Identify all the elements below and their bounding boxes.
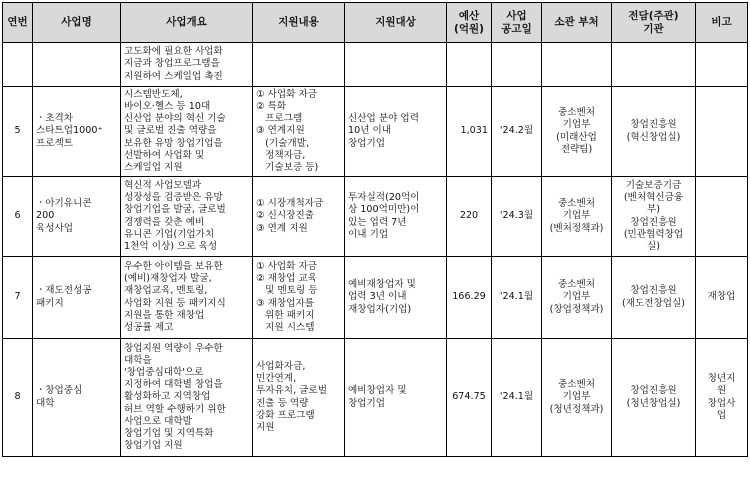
overview-line: 성장성을 검증받은 유망 bbox=[124, 192, 223, 204]
table-row bbox=[3, 257, 748, 339]
overview-line: 경쟁력을 갖춘 예비 bbox=[124, 216, 205, 228]
overview-line: '창업중심대학'으로 bbox=[124, 366, 204, 378]
table-row bbox=[3, 339, 748, 457]
row-overview bbox=[121, 339, 253, 457]
overview-line: 스케일업 지원 bbox=[124, 162, 183, 173]
overview-line: 선발하여 사업화 및 bbox=[124, 149, 205, 161]
support-line: 투자유치, 글로벌 bbox=[256, 385, 327, 397]
row-name: ㆍ재도전성공 패키지 bbox=[33, 257, 121, 339]
header-row bbox=[3, 3, 748, 43]
overview-line: 신산업 분야의 혁신 기술 bbox=[124, 113, 226, 125]
support-line: 기술보증 등) bbox=[256, 162, 319, 173]
row-support bbox=[253, 87, 345, 177]
row-overview bbox=[121, 87, 253, 177]
row-support bbox=[253, 177, 345, 257]
support-line: 정책자금, bbox=[256, 149, 306, 161]
row-overview bbox=[121, 257, 253, 339]
continuation-name bbox=[33, 43, 121, 87]
overview-line: 지원을 통한 재창업 bbox=[124, 309, 205, 321]
overview-line: 및 글로벌 진출 역량을 bbox=[124, 125, 217, 137]
overview-line: 시스템반도체, bbox=[124, 88, 183, 100]
overview-line: 창업기업 지원 bbox=[124, 440, 183, 452]
continuation-support bbox=[253, 43, 345, 87]
overview-line: 대학을 bbox=[124, 354, 152, 366]
continuation-overview bbox=[121, 43, 253, 87]
support-line: ① 사업화 자금 bbox=[256, 260, 318, 272]
header-announce: 사업 공고일 bbox=[492, 3, 542, 43]
overview-line: 활성화하고 지역창업 bbox=[124, 391, 211, 403]
overview-line: 재창업교육, 멘토링, bbox=[124, 285, 208, 297]
row-budget: 1,031 bbox=[447, 87, 492, 177]
continuation-budget bbox=[447, 43, 492, 87]
row-note: 재창업 bbox=[696, 257, 748, 339]
row-ministry: 중소벤처 기업부 (청년정책과) bbox=[542, 339, 612, 457]
row-announce: '24.1월 bbox=[492, 339, 542, 457]
support-line: ② 재창업 교육 bbox=[256, 273, 318, 285]
continuation-no bbox=[3, 43, 33, 87]
overview-line: 1천억 이상) 으로 육성 bbox=[124, 240, 218, 252]
row-budget: 674.75 bbox=[447, 339, 492, 457]
overview-line: 창업기업 및 지역특화 bbox=[124, 428, 214, 439]
support-line: (기술개발, bbox=[256, 137, 310, 149]
row-ministry: 중소벤처 기업부 (벤처정책과) bbox=[542, 177, 612, 257]
table-row bbox=[3, 87, 748, 177]
row-note: 청년지 원 창업사 업 bbox=[696, 339, 748, 457]
overview-line: 창업지원 역량이 우수한 bbox=[124, 342, 223, 354]
support-line: ① 사업화 자금 bbox=[256, 88, 318, 100]
header-target: 지원대상 bbox=[345, 3, 447, 43]
support-line: 지원 bbox=[256, 421, 275, 433]
row-agency: 기술보증기금 (벤처혁신금융 부) 창업진흥원 (민관협력창업 실) bbox=[612, 177, 696, 257]
support-line: 사업화자금, bbox=[256, 360, 306, 372]
overview-line: 고도화에 필요한 사업화 bbox=[124, 46, 223, 58]
row-target: 신산업 분야 업력 10년 이내 창업기업 bbox=[345, 87, 447, 177]
row-no: 7 bbox=[3, 257, 33, 339]
row-budget: 220 bbox=[447, 177, 492, 257]
row-name: ㆍ창업중심 대학 bbox=[33, 339, 121, 457]
support-line: 지원 시스템 bbox=[256, 321, 315, 333]
row-announce: '24.3월 bbox=[492, 177, 542, 257]
header-name: 사업명 bbox=[33, 3, 121, 43]
overview-line: 지금과 창업프로그램을 bbox=[124, 58, 220, 70]
overview-line: 창업기업을 발굴, 글로벌 bbox=[124, 204, 226, 216]
header-no: 연번 bbox=[3, 3, 33, 43]
row-announce: '24.2월 bbox=[492, 87, 542, 177]
overview-line: 보유한 유망 창업기업을 bbox=[124, 137, 223, 149]
overview-line: (예비)재창업자 발굴, bbox=[124, 273, 212, 285]
header-budget: 예산 (억원) bbox=[447, 3, 492, 43]
support-line: 진출 등 역량 bbox=[256, 397, 309, 409]
support-line: 및 멘토링 등 bbox=[256, 285, 318, 297]
row-support bbox=[253, 339, 345, 457]
overview-line: 바이오·헬스 등 10대 bbox=[124, 100, 211, 112]
support-line: ③ 연계 지원 bbox=[256, 222, 308, 234]
row-budget: 166.29 bbox=[447, 257, 492, 339]
overview-line: 지정하여 대학별 창업을 bbox=[124, 379, 223, 391]
header-support: 지원내용 bbox=[253, 3, 345, 43]
continuation-target bbox=[345, 43, 447, 87]
row-no: 6 bbox=[3, 177, 33, 257]
header-overview: 사업개요 bbox=[121, 3, 253, 43]
row-no: 5 bbox=[3, 87, 33, 177]
row-ministry: 중소벤처 기업부 (창업정책과) bbox=[542, 257, 612, 339]
overview-line: 혁신적 사업모델과 bbox=[124, 179, 202, 191]
support-line: 민간연계, bbox=[256, 373, 297, 385]
support-line: ① 시장개척자금 bbox=[256, 198, 324, 210]
program-table bbox=[2, 2, 748, 457]
row-no: 8 bbox=[3, 339, 33, 457]
overview-line: 허브 역할 수행하기 위한 bbox=[124, 403, 226, 415]
row-target: 투자실적(20억이 상 100억미만)이 있는 업력 7년 이내 기업 bbox=[345, 177, 447, 257]
row-name: ㆍ초격차 스타트업1000⁺ 프로젝트 bbox=[33, 87, 121, 177]
continuation-ministry bbox=[542, 43, 612, 87]
overview-line: 지원하여 스케일업 촉진 bbox=[124, 70, 223, 82]
continuation-announce bbox=[492, 43, 542, 87]
row-agency: 창업진흥원 (혁신창업실) bbox=[612, 87, 696, 177]
table-row bbox=[3, 177, 748, 257]
overview-line: 사업화 지원 등 패키지식 bbox=[124, 297, 226, 309]
support-line: ③ 재창업자를 bbox=[256, 297, 314, 309]
continuation-row bbox=[3, 43, 748, 87]
row-name: ㆍ아기유니콘 200 육성사업 bbox=[33, 177, 121, 257]
overview-line: 사업으로 대학발 bbox=[124, 415, 192, 427]
row-announce: '24.1월 bbox=[492, 257, 542, 339]
header-ministry: 소관 부처 bbox=[542, 3, 612, 43]
row-ministry: 중소벤처 기업부 (미래산업 전략팀) bbox=[542, 87, 612, 177]
row-note bbox=[696, 87, 748, 177]
row-target: 예비창업자 및 창업기업 bbox=[345, 339, 447, 457]
overview-line: 성공률 제고 bbox=[124, 321, 174, 333]
row-agency: 창업진흥원 (청년창업실) bbox=[612, 339, 696, 457]
support-line: ② 특화 bbox=[256, 100, 287, 112]
support-line: ③ 연계지원 bbox=[256, 125, 305, 137]
support-line: 강화 프로그램 bbox=[256, 409, 315, 421]
support-line: 프로그램 bbox=[256, 113, 303, 125]
overview-line: 우수한 아이템을 보유한 bbox=[124, 260, 223, 272]
overview-line: 유니콘 기업(기업가치 bbox=[124, 228, 215, 240]
row-agency: 창업진흥원 (재도전창업실) bbox=[612, 257, 696, 339]
continuation-note bbox=[696, 43, 748, 87]
row-note bbox=[696, 177, 748, 257]
header-note: 비고 bbox=[696, 3, 748, 43]
support-line: ② 신시장진출 bbox=[256, 210, 314, 222]
continuation-agency bbox=[612, 43, 696, 87]
row-support bbox=[253, 257, 345, 339]
row-target: 예비재창업자 및 업력 3년 이내 재창업자(기업) bbox=[345, 257, 447, 339]
header-agency: 전담(주관) 기관 bbox=[612, 3, 696, 43]
row-overview bbox=[121, 177, 253, 257]
support-line: 위한 패키지 bbox=[256, 309, 315, 321]
